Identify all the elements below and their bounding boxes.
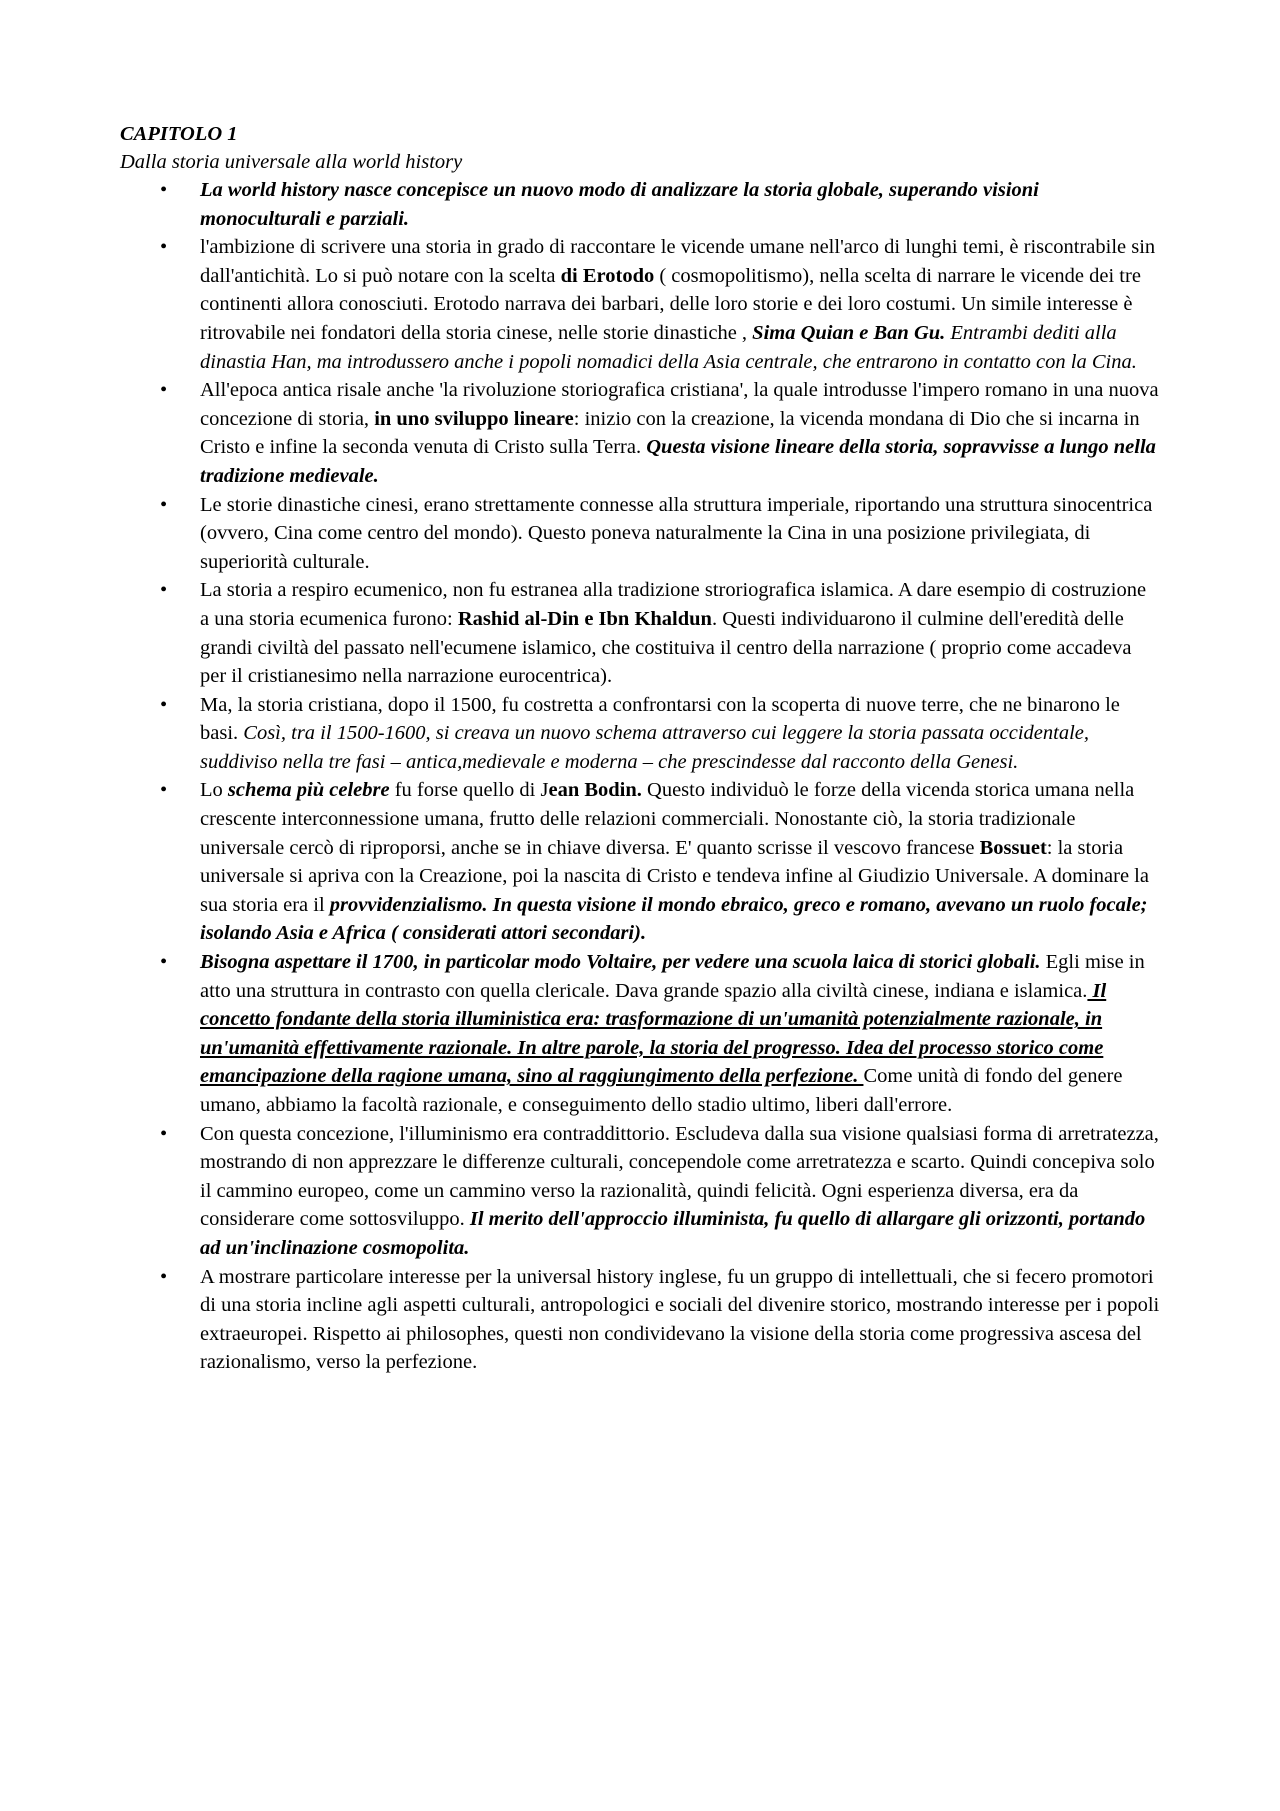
text-run: Con questa concezione, l'illuminismo era contraddittorio. Escludeva dalla sua visione qualsiasi forma di arretratezza, mostrando di non apprezzare le differenze culturali, concependole come arretratezza e scarto. Quindi concepiva solo il cammino europeo, come un cammino verso la razionalità, quindi felicità. Ogni esperienza diversa, era da considerare come sottosviluppo.	[200, 1122, 1159, 1231]
text-run: La storia a respiro ecumenico, non fu estranea alla tradizione stroriografica islamica. A dare esempio di costruzione a una storia ecumenica furono:	[200, 579, 1147, 630]
text-run: Il merito dell'approccio illuminista, fu quello di allargare gli orizzonti, portando ad un'inclinazione cosmopolita.	[200, 1208, 1146, 1259]
text-run: fu forse quello di J	[389, 779, 549, 802]
text-run: Il concetto fondante della storia illuministica era: trasformazione di un'umanità potenzialmente razionale, in un'umanità effettivamente razionale. In altre parole, la storia del progresso. Idea del processo storico come emancipazione della ragione umana, sino al raggiungimento della perfezione.	[200, 979, 1107, 1088]
text-run: Bisogna aspettare il 1700, in particolar modo Voltaire, per vedere una scuola laica di storici globali.	[200, 951, 1041, 974]
text-run: La world history nasce concepisce un nuovo modo di analizzare la storia globale, superando visioni monoculturali e parziali.	[200, 179, 1039, 230]
text-run: All'epoca antica risale anche 'la rivoluzione storiografica cristiana', la quale introdusse l'impero romano in una nuova concezione di storia,	[200, 379, 1159, 430]
bullet-item	[120, 1120, 1160, 1263]
text-run: Ma, la storia cristiana, dopo il 1500, fu costretta a confrontarsi con la scoperta di nuove terre, che ne binarono le basi.	[200, 693, 1120, 745]
text-run: Questo individuò le forze della vicenda storica umana nella crescente interconnessione umana, frutto delle relazioni commerciali. Nonostante ciò, la storia tradizionale universale cercò di riproporsi, anche se in chiave diversa. E' quanto scrisse il vescovo francese	[200, 779, 1135, 859]
text-run: Lo	[200, 779, 228, 802]
document-page	[120, 120, 1160, 1377]
text-run: ( cosmopolitismo), nella scelta di narrare le vicende dei tre continenti allora conosciuti. Erotodo narrava dei barbari, delle loro storie e dei loro costumi. Un simile interesse è ritrovabile nei fondatori della storia cinese, nelle storie dinastiche ,	[200, 264, 1141, 344]
bullet-item	[120, 1263, 1160, 1377]
text-run: . Questi individuarono il culmine dell'eredità delle grandi civiltà del passato nell'ecumene islamico, che costituiva il centro della narrazione ( proprio come accadeva per il cristianesimo nella narrazione eurocentrica).	[200, 607, 1132, 688]
text-run: : la storia universale si apriva con la Creazione, poi la nascita di Cristo e tendeva infine al Giudizio Universale. A dominare la sua storia era il	[200, 836, 1149, 916]
text-run: di Erotodo	[560, 264, 655, 287]
text-run: Rashid al-Din e Ibn Khaldun	[457, 607, 712, 630]
bullet-item	[120, 176, 1160, 233]
text-run: Questa visione lineare della storia, sopravvisse a lungo nella tradizione medievale.	[200, 436, 1156, 487]
text-run: A mostrare particolare interesse per la universal history inglese, fu un gruppo di intellettuali, che si fecero promotori di una storia incline agli aspetti culturali, antropologici e sociali del divenire storico, mostrando interesse per i popoli extraeuropei. Rispetto ai philosophes, questi non condividevano la visione della storia come progressiva ascesa del razionalismo, verso la perfezione.	[200, 1265, 1160, 1374]
bullet-item	[120, 376, 1160, 490]
text-run: Bossuet	[979, 836, 1047, 859]
chapter-subtitle: Dalla storia universale alla world history	[120, 151, 463, 173]
bullet-list	[120, 176, 1160, 1377]
text-run: Così, tra il 1500-1600, si creava un nuovo schema attraverso cui leggere la storia passata occidentale, suddiviso nella tre fasi – antica,medievale e moderna – che prescindesse dal racconto della Genesi.	[200, 722, 1089, 773]
bullet-item	[120, 691, 1160, 777]
text-run: Come unità di fondo del genere umano, abbiamo la facoltà razionale, e conseguimento dello stadio ultimo, liberi dall'errore.	[200, 1065, 1123, 1116]
text-run: provvidenzialismo. In questa visione il mondo ebraico, greco e romano, avevano un ruolo focale; isolando Asia e Africa ( considerati attori secondari).	[200, 893, 1148, 945]
text-run: schema più celebre	[227, 779, 390, 802]
bullet-item	[120, 776, 1160, 948]
text-run: Le storie dinastiche cinesi, erano strettamente connesse alla struttura imperiale, riportando una struttura sinocentrica (ovvero, Cina come centro del mondo). Questo poneva naturalmente la Cina in una posizione privilegiata, di superiorità culturale.	[200, 493, 1153, 573]
bullet-item	[120, 576, 1160, 690]
text-run: Egli mise in atto una struttura in contrasto con quella clericale. Dava grande spazio alla civiltà cinese, indiana e islamica.	[200, 951, 1145, 1002]
text-run: : inizio con la creazione, la vicenda mondana di Dio che si incarna in Cristo e infine la seconda venuta di Cristo sulla Terra.	[200, 407, 1140, 459]
text-run: l'ambizione di scrivere una storia in grado di raccontare le vicende umane nell'arco di lunghi temi, è riscontrabile sin dall'antichità. Lo si può notare con la scelta	[200, 236, 1156, 287]
text-run: Sima Quian e Ban Gu.	[752, 321, 946, 344]
bullet-item	[120, 491, 1160, 577]
chapter-heading: CAPITOLO 1	[120, 123, 238, 145]
text-run: Entrambi dediti alla dinastia Han, ma introdussero anche i popoli nomadici della Asia centrale, che entrarono in contatto con la Cina.	[200, 321, 1137, 373]
bullet-item	[120, 233, 1160, 376]
text-run: ean Bodin.	[548, 779, 642, 802]
bullet-item	[120, 948, 1160, 1120]
text-run: in uno sviluppo lineare	[374, 407, 574, 430]
